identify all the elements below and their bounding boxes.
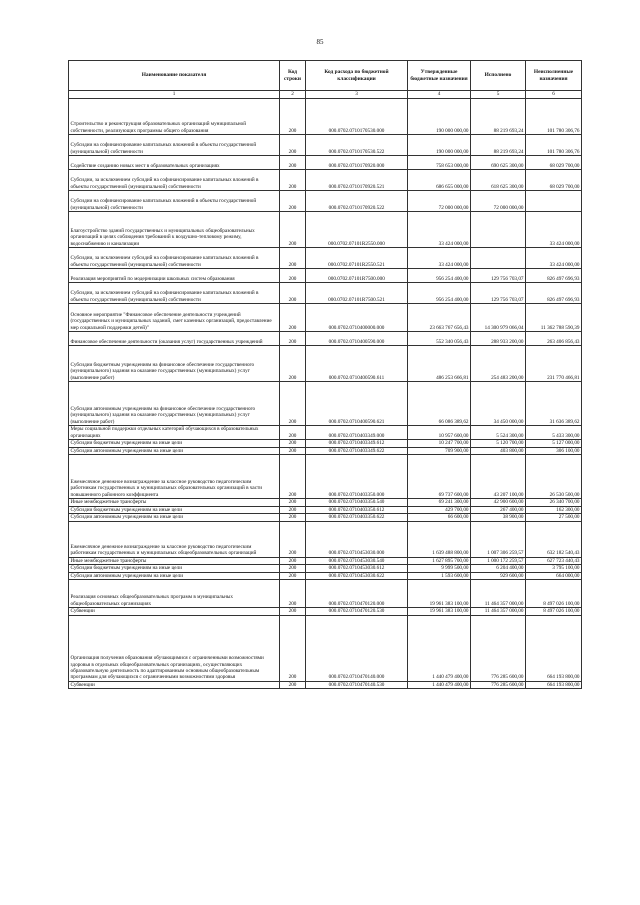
approved-amount: 1 593 600,00 xyxy=(408,572,471,580)
unexecuted-amount: 664 193 800,00 xyxy=(526,615,582,681)
indicator-name: Субсидии, за исключением субсидий на софинансирование капитальных вложений в объекты государственной (муниципальной) собственности xyxy=(69,248,280,269)
line-code: 200 xyxy=(280,269,306,283)
line-code: 200 xyxy=(280,455,306,499)
executed-amount: 72 000 000,00 xyxy=(471,191,526,212)
line-code: 200 xyxy=(280,191,306,212)
table-row xyxy=(69,447,582,455)
line-code: 200 xyxy=(280,304,306,332)
executed-amount: 6 204 400,00 xyxy=(471,565,526,573)
line-code: 200 xyxy=(280,557,306,565)
unexecuted-amount: 306 100,00 xyxy=(526,447,582,455)
executed-amount: 403 800,00 xyxy=(471,447,526,455)
line-code: 200 xyxy=(280,608,306,616)
budget-class-code: 000.0702.0710400590.000 xyxy=(306,332,408,346)
column-header: Исполнено xyxy=(471,61,526,91)
approved-amount: 19 961 383 100,00 xyxy=(408,580,471,608)
table-row xyxy=(69,506,582,514)
table-row xyxy=(69,382,582,426)
approved-amount: 686 655 000,00 xyxy=(408,170,471,191)
budget-class-code: 000.0702.07101R2550.521 xyxy=(306,248,408,269)
budget-class-code: 000.0702.0710403349.000 xyxy=(306,426,408,440)
budget-class-code: 000.0702.0710403349.612 xyxy=(306,440,408,448)
table-row xyxy=(69,304,582,332)
indicator-name: Субсидии бюджетным учреждениям на иные цели xyxy=(69,506,280,514)
approved-amount: 758 653 000,00 xyxy=(408,156,471,170)
indicator-name: Основное мероприятие "Финансовое обеспечение деятельности учреждений (государственных и муниципальных заданий, смет казенных организаций, предоставление мер социальной поддержки детей)" xyxy=(69,304,280,332)
budget-class-code: 000.0702.0710400590.611 xyxy=(306,346,408,382)
budget-class-code: 000.0702.0710453030.622 xyxy=(306,572,408,580)
executed-amount: 42 900 600,00 xyxy=(471,499,526,507)
budget-class-code: 000.0702.0710403350.612 xyxy=(306,506,408,514)
indicator-name: Субсидии, за исключением субсидий на софинансирование капитальных вложений в объекты государственной (муниципальной) собственности xyxy=(69,170,280,191)
executed-amount: 929 600,00 xyxy=(471,572,526,580)
table-row xyxy=(69,248,582,269)
unexecuted-amount: 101 780 306,76 xyxy=(526,99,582,135)
indicator-name: Ежемесячное денежное вознаграждение за классное руководство педагогическим работникам государственных и муниципальных общеобразовательных организаций xyxy=(69,521,280,557)
approved-amount: 709 900,00 xyxy=(408,447,471,455)
approved-amount: 429 700,00 xyxy=(408,506,471,514)
unexecuted-amount: 101 780 306,76 xyxy=(526,135,582,156)
executed-amount: 267 400,00 xyxy=(471,506,526,514)
indicator-name: Субсидии бюджетным учреждениям на иные цели xyxy=(69,565,280,573)
table-row xyxy=(69,332,582,346)
table-row xyxy=(69,615,582,681)
table-row xyxy=(69,557,582,565)
budget-class-code: 000.0702.0710470140.000 xyxy=(306,615,408,681)
line-code: 200 xyxy=(280,99,306,135)
unexecuted-amount: 8 497 026 100,00 xyxy=(526,580,582,608)
column-header: Утвержденные бюджетные назначения xyxy=(408,61,471,91)
executed-amount: 14 300 979 066,04 xyxy=(471,304,526,332)
line-code: 200 xyxy=(280,426,306,440)
approved-amount: 72 000 000,00 xyxy=(408,191,471,212)
approved-amount: 33 424 000,00 xyxy=(408,248,471,269)
column-header: Неисполненные назначения xyxy=(526,61,582,91)
table-row xyxy=(69,191,582,212)
unexecuted-amount: 33 424 000,00 xyxy=(526,248,582,269)
line-code: 200 xyxy=(280,615,306,681)
budget-class-code: 000.0702.0710403350.000 xyxy=(306,455,408,499)
indicator-name: Финансовое обеспечение деятельности (оказания услуг) государственных учреждений xyxy=(69,332,280,346)
unexecuted-amount: 664 000,00 xyxy=(526,572,582,580)
budget-class-code: 000.0702.0710453030.612 xyxy=(306,565,408,573)
executed-amount: 88 219 693,24 xyxy=(471,135,526,156)
table-row xyxy=(69,426,582,440)
budget-class-code: 000.0702.0710403350.622 xyxy=(306,514,408,522)
approved-amount: 10 247 700,00 xyxy=(408,440,471,448)
indicator-name: Организация получения образования обучающимися с ограниченными возможностями здоровья в отдельных общеобразовательных организациях, осуществляющих образовательную деятельность по адаптированным основным общеобразовательным программам для обучающихся с ограниченными возможностями здоровья xyxy=(69,615,280,681)
table-row xyxy=(69,440,582,448)
approved-amount: 23 663 767 656,43 xyxy=(408,304,471,332)
column-header: Наименование показателя xyxy=(69,61,280,91)
column-number: 1 xyxy=(69,91,280,99)
table-row xyxy=(69,455,582,499)
unexecuted-amount: 162 300,00 xyxy=(526,506,582,514)
table-row xyxy=(69,580,582,608)
unexecuted-amount: 26 340 700,00 xyxy=(526,499,582,507)
table-row xyxy=(69,156,582,170)
indicator-name: Иные межбюджетные трансферты xyxy=(69,499,280,507)
unexecuted-amount: 8 497 026 100,00 xyxy=(526,608,582,616)
indicator-name: Ежемесячное денежное вознаграждение за классное руководство педагогическим работникам государственных и муниципальных образовательных организаций в части повышенного районного коэффициента xyxy=(69,455,280,499)
unexecuted-amount: 231 770 466,81 xyxy=(526,346,582,382)
indicator-name: Субсидии автономным учреждениям на иные цели xyxy=(69,572,280,580)
budget-class-code: 000.0702.0710170530.000 xyxy=(306,99,408,135)
executed-amount: 1 007 306 259,57 xyxy=(471,521,526,557)
approved-amount: 33 424 000,00 xyxy=(408,212,471,248)
table-row xyxy=(69,212,582,248)
table-row xyxy=(69,572,582,580)
executed-amount: 11 464 357 000,00 xyxy=(471,608,526,616)
executed-amount: 88 219 693,24 xyxy=(471,99,526,135)
executed-amount: 5 524 300,00 xyxy=(471,426,526,440)
line-code: 200 xyxy=(280,499,306,507)
header-row xyxy=(69,61,582,91)
table-row xyxy=(69,99,582,135)
unexecuted-amount: 5 433 300,00 xyxy=(526,426,582,440)
budget-class-code: 000.0702.07101R7500.000 xyxy=(306,269,408,283)
unexecuted-amount: 31 636 389,62 xyxy=(526,382,582,426)
approved-amount: 486 253 666,81 xyxy=(408,346,471,382)
approved-amount: 10 957 600,00 xyxy=(408,426,471,440)
column-number: 3 xyxy=(306,91,408,99)
budget-class-code: 000.0702.07101R2550.000 xyxy=(306,212,408,248)
approved-amount: 69 737 600,00 xyxy=(408,455,471,499)
approved-amount: 956 254 400,00 xyxy=(408,269,471,283)
indicator-name: Реализация мероприятий по модернизации школьных систем образования xyxy=(69,269,280,283)
executed-amount: 776 285 600,00 xyxy=(471,615,526,681)
indicator-name: Субсидии бюджетным учреждениям на финансовое обеспечение государственного (муниципального) задания на оказание государственных (муниципальных) услуг (выполнение работ) xyxy=(69,346,280,382)
unexecuted-amount: 263 406 856,43 xyxy=(526,332,582,346)
column-number: 2 xyxy=(280,91,306,99)
line-code: 200 xyxy=(280,170,306,191)
indicator-name: Содействие созданию новых мест в образовательных организациях xyxy=(69,156,280,170)
budget-class-code: 000.0702.0710170530.522 xyxy=(306,135,408,156)
approved-amount: 552 340 056,43 xyxy=(408,332,471,346)
line-code: 200 xyxy=(280,156,306,170)
executed-amount: 38 900,00 xyxy=(471,514,526,522)
approved-amount: 9 999 500,00 xyxy=(408,565,471,573)
column-number: 4 xyxy=(408,91,471,99)
unexecuted-amount: 826 497 696,93 xyxy=(526,283,582,304)
unexecuted-amount: 33 424 000,00 xyxy=(526,212,582,248)
line-code: 200 xyxy=(280,447,306,455)
indicator-name: Иные межбюджетные трансферты xyxy=(69,557,280,565)
executed-amount: 43 207 100,00 xyxy=(471,455,526,499)
approved-amount: 19 961 383 100,00 xyxy=(408,608,471,616)
budget-class-code: 000.0702.0710470120.000 xyxy=(306,580,408,608)
indicator-name: Субсидии автономным учреждениям на иные цели xyxy=(69,514,280,522)
approved-amount: 69 241 300,00 xyxy=(408,499,471,507)
line-code: 200 xyxy=(280,572,306,580)
table-row xyxy=(69,283,582,304)
executed-amount: 776 285 600,00 xyxy=(471,681,526,689)
budget-class-code: 000.0702.0710400000.000 xyxy=(306,304,408,332)
table-row xyxy=(69,521,582,557)
table-row xyxy=(69,269,582,283)
table-row xyxy=(69,499,582,507)
approved-amount: 66 600,00 xyxy=(408,514,471,522)
unexecuted-amount: 68 029 700,00 xyxy=(526,156,582,170)
executed-amount: 129 756 703,07 xyxy=(471,269,526,283)
unexecuted-amount xyxy=(526,191,582,212)
line-code: 200 xyxy=(280,332,306,346)
executed-amount: 129 756 703,07 xyxy=(471,283,526,304)
budget-class-code: 000.0702.0710170920.000 xyxy=(306,156,408,170)
column-number: 6 xyxy=(526,91,582,99)
line-code: 200 xyxy=(280,283,306,304)
line-code: 200 xyxy=(280,135,306,156)
executed-amount xyxy=(471,248,526,269)
indicator-name: Субсидии автономным учреждениям на иные цели xyxy=(69,447,280,455)
indicator-name: Субсидии на софинансирование капитальных вложений в объекты государственной (муниципальной) собственности xyxy=(69,135,280,156)
unexecuted-amount: 627 723 440,43 xyxy=(526,557,582,565)
unexecuted-amount: 632 182 540,43 xyxy=(526,521,582,557)
line-code: 200 xyxy=(280,506,306,514)
column-number-row xyxy=(69,91,582,99)
unexecuted-amount: 5 127 000,00 xyxy=(526,440,582,448)
indicator-name: Меры социальной поддержки отдельных категорий обучающихся в образовательных организациях xyxy=(69,426,280,440)
unexecuted-amount: 68 029 700,00 xyxy=(526,170,582,191)
line-code: 200 xyxy=(280,580,306,608)
executed-amount: 690 625 300,00 xyxy=(471,156,526,170)
unexecuted-amount: 26 530 500,00 xyxy=(526,455,582,499)
approved-amount: 66 086 389,62 xyxy=(408,382,471,426)
executed-amount: 11 464 357 000,00 xyxy=(471,580,526,608)
executed-amount: 34 450 000,00 xyxy=(471,382,526,426)
approved-amount: 1 639 488 800,00 xyxy=(408,521,471,557)
budget-class-code: 000.0702.0710453030.000 xyxy=(306,521,408,557)
column-number: 5 xyxy=(471,91,526,99)
line-code: 200 xyxy=(280,248,306,269)
line-code: 200 xyxy=(280,440,306,448)
unexecuted-amount: 27 500,00 xyxy=(526,514,582,522)
table-row xyxy=(69,514,582,522)
approved-amount: 190 000 000,00 xyxy=(408,99,471,135)
table-row xyxy=(69,170,582,191)
executed-amount xyxy=(471,212,526,248)
indicator-name: Строительство и реконструкция образовательных организаций муниципальной собственности, реализующих программы общего образования xyxy=(69,99,280,135)
budget-class-code: 000.0702.0710403350.540 xyxy=(306,499,408,507)
indicator-name: Субвенции xyxy=(69,681,280,689)
budget-execution-table xyxy=(68,60,582,689)
indicator-name: Реализация основных общеобразовательных программ в муниципальных общеобразовательных организациях xyxy=(69,580,280,608)
page-number: 85 xyxy=(316,38,324,46)
budget-class-code: 000.0702.0710470140.530 xyxy=(306,681,408,689)
line-code: 200 xyxy=(280,346,306,382)
executed-amount: 254 483 200,00 xyxy=(471,346,526,382)
approved-amount: 956 254 400,00 xyxy=(408,283,471,304)
indicator-name: Субсидии бюджетным учреждениям на иные цели xyxy=(69,440,280,448)
budget-class-code: 000.0702.0710403349.622 xyxy=(306,447,408,455)
column-header: Код расхода по бюджетной классификации xyxy=(306,61,408,91)
unexecuted-amount: 664 193 800,00 xyxy=(526,681,582,689)
approved-amount: 1 440 479 400,00 xyxy=(408,615,471,681)
budget-class-code: 000.0702.0710170920.521 xyxy=(306,170,408,191)
executed-amount: 1 000 172 259,57 xyxy=(471,557,526,565)
line-code: 200 xyxy=(280,514,306,522)
line-code: 200 xyxy=(280,681,306,689)
table-row xyxy=(69,681,582,689)
table-row xyxy=(69,346,582,382)
unexecuted-amount: 826 497 696,93 xyxy=(526,269,582,283)
indicator-name: Субсидии на софинансирование капитальных вложений в объекты государственной (муниципальной) собственности xyxy=(69,191,280,212)
indicator-name: Субсидии, за исключением субсидий на софинансирование капитальных вложений в объекты государственной (муниципальной) собственности xyxy=(69,283,280,304)
indicator-name: Благоустройство зданий государственных и муниципальных общеобразовательных организаций в целях соблюдения требований к воздушно-тепловому режиму, водоснабжению и канализации xyxy=(69,212,280,248)
line-code: 200 xyxy=(280,382,306,426)
budget-class-code: 000.0702.0710400590.621 xyxy=(306,382,408,426)
unexecuted-amount: 11 362 788 590,39 xyxy=(526,304,582,332)
approved-amount: 1 627 895 700,00 xyxy=(408,557,471,565)
executed-amount: 618 625 300,00 xyxy=(471,170,526,191)
line-code: 200 xyxy=(280,521,306,557)
executed-amount: 5 120 700,00 xyxy=(471,440,526,448)
approved-amount: 1 440 479 400,00 xyxy=(408,681,471,689)
budget-class-code: 000.0702.0710470120.530 xyxy=(306,608,408,616)
budget-class-code: 000.0702.0710453030.540 xyxy=(306,557,408,565)
table-row xyxy=(69,608,582,616)
table-row xyxy=(69,135,582,156)
indicator-name: Субвенции xyxy=(69,608,280,616)
table-row xyxy=(69,565,582,573)
line-code: 200 xyxy=(280,212,306,248)
budget-class-code: 000.0702.0710170920.522 xyxy=(306,191,408,212)
budget-class-code: 000.0702.07101R7500.521 xyxy=(306,283,408,304)
approved-amount: 190 000 000,00 xyxy=(408,135,471,156)
column-header: Код строки xyxy=(280,61,306,91)
line-code: 200 xyxy=(280,565,306,573)
executed-amount: 288 933 200,00 xyxy=(471,332,526,346)
indicator-name: Субсидии автономным учреждениям на финансовое обеспечение государственного (муниципального) задания на оказание государственных (муниципальных) услуг (выполнение работ) xyxy=(69,382,280,426)
unexecuted-amount: 3 795 100,00 xyxy=(526,565,582,573)
